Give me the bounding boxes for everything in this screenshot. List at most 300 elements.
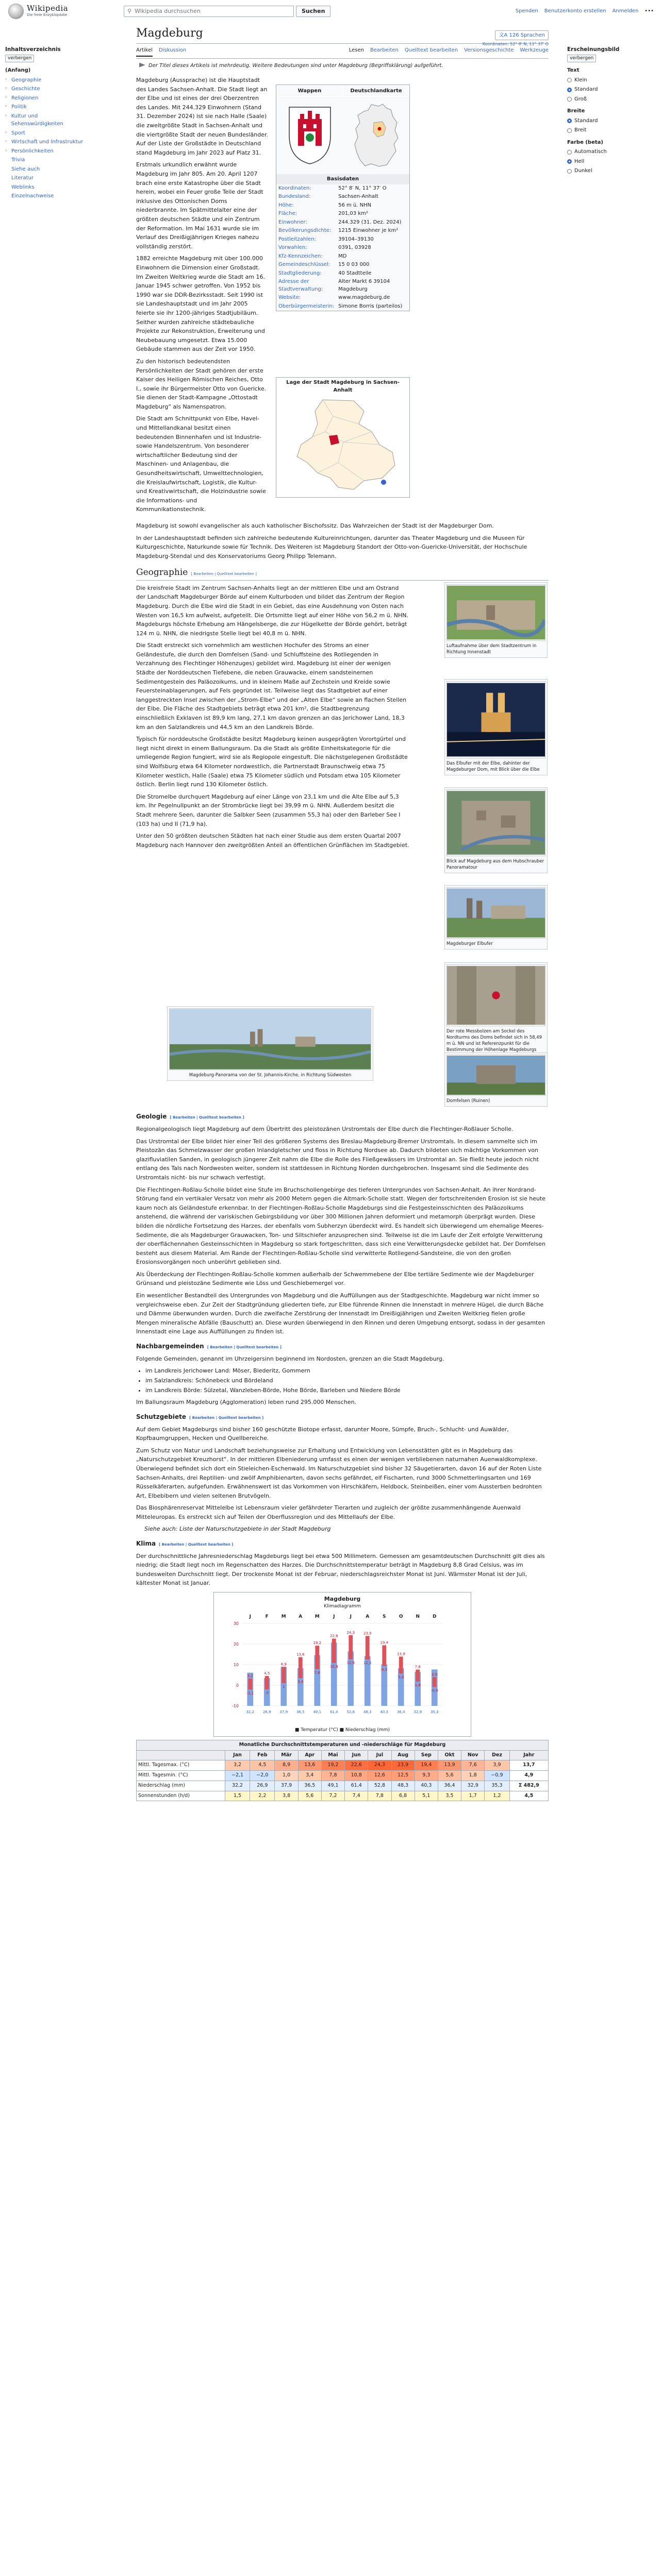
temp-range-bar bbox=[399, 1656, 403, 1673]
temp-max-label: 8,9 bbox=[280, 1662, 287, 1667]
domfelsen-photo bbox=[446, 1055, 545, 1096]
climate-paragraph: Der durchschnittliche Jahresniederschlag Magdeburgs liegt bei etwa 500 Millimetern. Gemessen am gesamtdeutschen Durchschnitt gilt dies als niedrig; die Stadt liegt noch im Regenschatten des Harzes. Die Durchschnittstemperatur beträgt in Magdeburg 8,8 Grad Celsius, was im bundesweiten Durchschnitt liegt. Der trockenste Monat ist der Februar, niederschlagsreichster Monat ist Juni. Wärmster Monat ist der Juli, kältester Monat ist Januar. bbox=[136, 1552, 545, 1587]
search-form bbox=[124, 6, 330, 17]
infobox-value: MD bbox=[338, 253, 347, 259]
table-cell: 49,1 bbox=[321, 1781, 344, 1791]
infobox-label[interactable]: Höhe: bbox=[278, 202, 294, 208]
globe-icon bbox=[8, 4, 24, 19]
precip-bar bbox=[398, 1668, 404, 1706]
month-header: Jul bbox=[368, 1750, 391, 1760]
page-title-bar bbox=[136, 23, 549, 44]
infobox-value: 0391, 03928 bbox=[338, 245, 371, 251]
toc-item[interactable]: › Wirtschaft und Infrastruktur bbox=[5, 138, 88, 147]
table-cell: 1,2 bbox=[485, 1791, 509, 1801]
wikipedia-logo[interactable] bbox=[8, 4, 111, 19]
y-tick-label: 10 bbox=[233, 1663, 239, 1668]
tab-article[interactable]: Artikel bbox=[136, 46, 153, 57]
search-icon: ⚲ bbox=[127, 8, 132, 15]
toc-item[interactable]: Einzelnachweise bbox=[5, 192, 88, 201]
aerial-photo bbox=[446, 584, 545, 641]
section-heading: Geologie [ Bearbeiten | Quelltext bearbeiten ] bbox=[136, 1113, 244, 1121]
spacer[interactable] bbox=[5, 165, 9, 174]
toc-item[interactable]: › Kultur und Sehenswürdigkeiten bbox=[5, 112, 88, 129]
table-cell: 32,2 bbox=[225, 1781, 250, 1791]
thumbnail[interactable] bbox=[444, 582, 548, 658]
toc-item[interactable]: › Politik bbox=[5, 103, 88, 112]
section-heading: Schutzgebiete [ Bearbeiten | Quelltext bearbeiten ] bbox=[136, 1413, 264, 1420]
basic-data-table bbox=[276, 184, 409, 311]
map-zoom-icon[interactable] bbox=[381, 480, 386, 485]
chevron-right-icon[interactable]: › bbox=[5, 86, 7, 91]
table-cell: 12,6 bbox=[368, 1771, 391, 1781]
table-cell: 5,6 bbox=[438, 1771, 461, 1781]
table-cell: 3,2 bbox=[225, 1760, 250, 1771]
crest-caption: Wappen bbox=[276, 85, 343, 97]
y-tick-label: 0 bbox=[236, 1683, 239, 1688]
section-neighbors bbox=[136, 1342, 549, 1407]
edit-section-link[interactable]: [ Bearbeiten | Quelltext bearbeiten ] bbox=[191, 572, 257, 577]
section-protected-areas bbox=[136, 1412, 549, 1534]
y-tick-label: 20 bbox=[233, 1642, 239, 1647]
coat-of-arms-icon bbox=[287, 105, 333, 166]
radio-icon bbox=[567, 78, 572, 82]
saxony-anhalt-map[interactable] bbox=[276, 396, 409, 494]
infobox-row bbox=[276, 218, 409, 227]
thumbnail[interactable] bbox=[444, 885, 548, 950]
toc-item[interactable]: › Religionen bbox=[5, 94, 88, 103]
toc-top-link[interactable]: (Anfang) bbox=[5, 67, 31, 74]
climate-table-title: Monatliche Durchschnittstemperaturen und -niederschläge für Magdeburg bbox=[137, 1740, 549, 1750]
geography-paragraph: Unter den 50 größten deutschen Städten hat nach einer Studie aus dem ersten Quartal 2007 Magdeburg nach Hannover den zweitgrößten Anteil an öffentlichen Grünflächen im Stadtgebiet. bbox=[136, 833, 409, 849]
color-light[interactable]: Hell bbox=[567, 158, 655, 166]
infobox-value: 201,03 km² bbox=[338, 211, 368, 217]
temp-max-label: 19,4 bbox=[380, 1640, 389, 1645]
color-auto[interactable]: Automatisch bbox=[567, 148, 655, 156]
spacer[interactable] bbox=[5, 192, 9, 200]
temp-range-bar bbox=[299, 1657, 303, 1679]
month-header: Jan bbox=[225, 1750, 250, 1760]
search-input[interactable]: ⚲ Wikipedia durchsuchen bbox=[124, 6, 294, 17]
section-climate bbox=[136, 1539, 549, 1801]
month-header: Mär bbox=[275, 1750, 298, 1760]
thumbnail-caption: Der rote Messbolzen am Sockel des Nordturms des Doms befindet sich in 58,49 m ü. NN und ist Referenzpunkt für die Bestimmung der Höhenlage Magdeburgs bbox=[446, 1029, 542, 1053]
state-map-box bbox=[276, 377, 410, 498]
precip-label: 49,1 bbox=[313, 1710, 322, 1715]
color-dark[interactable]: Dunkel bbox=[567, 167, 655, 175]
infobox-label[interactable]: Gemeindeschlüssel: bbox=[278, 262, 330, 268]
x-tick-label: J bbox=[350, 1614, 352, 1620]
geography-paragraph: Die kreisfreie Stadt im Zentrum Sachsen-Anhalts liegt an der mittleren Elbe und am Ostrand der Landschaft Magdeburger Börde auf einem Kulturboden und bildet das Zentrum der Region Magdeburg. Durch die Elbe wird die Stadt in ein Gebiet, das eine Ausdehnung von Osten nach Westen von 16,5 km aufweist, aufgeteilt. Die Ortsmitte liegt auf einer Höhe von 56,2 m ü. NHN. Magdeburgs höchste Erhebung am Hängelsberge, die zur Hügelkette der Börde gehört, beträgt 124 m ü. NHN, die niedrigste Stelle liegt bei 40,8 m ü. NHN. bbox=[136, 584, 408, 637]
temp-range-bar bbox=[416, 1670, 420, 1682]
geography-text bbox=[136, 584, 409, 850]
x-tick-label: M bbox=[315, 1614, 320, 1620]
chevron-right-icon[interactable]: › bbox=[5, 104, 7, 109]
month-header: Dez bbox=[485, 1750, 509, 1760]
precip-label: 52,8 bbox=[346, 1710, 355, 1715]
infobox-label[interactable]: Einwohner: bbox=[278, 219, 307, 225]
germany-locator-map[interactable] bbox=[343, 97, 409, 174]
temp-max-label: 13,9 bbox=[396, 1652, 405, 1656]
table-cell: 1,5 bbox=[225, 1791, 250, 1801]
temp-min-label: -2,1 bbox=[246, 1691, 254, 1696]
toc-item[interactable]: › Geographie bbox=[5, 76, 88, 85]
section-heading: Klima [ Bearbeiten | Quelltext bearbeiten ] bbox=[136, 1540, 234, 1548]
x-tick-label: F bbox=[265, 1614, 269, 1620]
table-cell: 37,9 bbox=[275, 1781, 298, 1791]
temp-range-bar bbox=[315, 1646, 319, 1669]
x-tick-label: N bbox=[416, 1614, 420, 1620]
germany-map-caption: Deutschlandkarte bbox=[343, 85, 409, 97]
table-cell: 36,5 bbox=[298, 1781, 321, 1791]
table-cell: 9,3 bbox=[415, 1771, 438, 1781]
table-cell: 7,8 bbox=[368, 1791, 391, 1801]
width-label: Breite bbox=[567, 108, 585, 114]
table-cell: 13,6 bbox=[298, 1760, 321, 1771]
precip-label: 26,9 bbox=[262, 1710, 271, 1715]
tab-discussion[interactable]: Diskussion bbox=[159, 47, 187, 54]
table-cell: 22,6 bbox=[345, 1760, 368, 1771]
header bbox=[0, 0, 662, 23]
list-item: • im Landkreis Jerichower Land: Möser, Biederitz, Gommern bbox=[145, 1366, 549, 1375]
table-cell: 1,7 bbox=[461, 1791, 485, 1801]
protected-paragraph: Zum Schutz von Natur und Landschaft beziehungsweise zur Erhaltung und Entwicklung von Lebensstätten gibt es in Magdeburg das „Naturschutzgebiet Kreuzhorst“. In der mittleren Elbeniederung umfasst es einen der wenigen verbliebenen naturnahen Auenwaldkomplexe. Überwiegend befindet sich dort ein Stieleichen-Eschenwald. Im Naturschutzgebiet sind bisher 32 Säugetierarten, davon 16 auf der Roten Liste Sachsen-Anhalts, drei Reptilien- und zwölf Amphibienarten, davon sechs gefährdet, elf Fischarten, rund 3000 Schmetterlingsarten und 169 Rüsselkäferarten, aufgefunden. Erwähnenswert ist das Vorkommen von Hirschkäfern, Heldbock, Steinbeißen, einer vom Aussterben bedrohten Art, Elbebibern und vielen seltenen Brutvögeln. bbox=[136, 1447, 542, 1499]
chevron-right-icon[interactable]: › bbox=[5, 76, 7, 81]
tools-menu[interactable]: Werkzeuge bbox=[520, 47, 549, 54]
chart-subtitle: Klimadiagramm bbox=[324, 1604, 361, 1609]
geography-paragraph: Die Stadt erstreckt sich vornehmlich am westlichen Hochufer des Stroms an einer Geländestufe, die durch den Domfelsen (Sand- und Schluffsteine des Rotliegenden in Verzahnung des Flechtinger Höhenzuges) gebildet wird. Magdeburg ist einer der wenigen Städte der Norddeutschen Tiefebene, die neben Grauwacke, einem sandsteinernen Sedimentgestein des Paläozoikums, und in kleinem Maße auf Zechstein und Kreide sowie Feuersteinablagerungen, auf Fels gegründet ist. Teilweise liegt das Stadtgebiet auf einer langgestreckten Insel zwischen der „Strom-Elbe“ und der „Alten Elbe“ sowie an flachen Stellen der Elbe. Die Fläche des Stadtgebiets beträgt etwa 201 km², die Stadtbegrenzung einschließlich Exklaven ist 89,9 km lang, 27,1 km davon grenzen an das Jerichower Land, 18,3 km an den Salzlandkreis und 44,5 km an den Landkreis Börde. bbox=[136, 642, 407, 731]
panorama-photo bbox=[169, 1008, 371, 1070]
table-row bbox=[137, 1791, 549, 1801]
edit-section-link[interactable]: [ Bearbeiten | Quelltext bearbeiten ] bbox=[189, 1415, 264, 1420]
language-button[interactable]: 文A 126 Sprachen bbox=[495, 30, 549, 41]
table-cell: 3,4 bbox=[298, 1771, 321, 1781]
temp-max-label: 3,9 bbox=[432, 1672, 438, 1677]
see-also-link[interactable]: Siehe auch: Liste der Naturschutzgebiete in der Stadt Magdeburg bbox=[144, 1526, 331, 1533]
temp-max-label: 13,6 bbox=[296, 1652, 305, 1657]
chart-legend: ■ Temperatur (°C) ■ Niederschlag (mm) bbox=[294, 1727, 390, 1733]
helicopter-photo bbox=[446, 789, 545, 856]
geology-paragraph: Das Urstromtal der Elbe bildet hier einer Teil des größeren Systems des Breslau-Magdeburg-Bremer Urstromtals. In diesem sammelte sich im Pleistozän das Schmelzwasser der großen Inlandgletscher und floss in Richtung Nordsee ab. Dadurch bildeten sich mächtige Vorkommen von glazifluviatilen Sanden, in geologisch jüngerer Zeit nahm die Elbe die Rolle des Fließgewässers im Urstromtal an. Sie fließt heute jedoch nicht entlang des Tals nach Nordwesten weiter, sondern ist stattdessen in Richtung Norden durchgebrochen. Insgesamt sind die Sedimente des Urstromtals nicht- bis nur schwach verfestigt. bbox=[136, 1138, 539, 1181]
infobox-value: 244.329 (31. Dez. 2024) bbox=[338, 219, 402, 225]
section-geology bbox=[136, 1112, 549, 1336]
temp-max-label: 3,2 bbox=[247, 1674, 253, 1679]
state-map-title: Lage der Stadt Magdeburg in Sachsen-Anhalt bbox=[286, 379, 400, 394]
tab-edit-source[interactable]: Quelltext bearbeiten bbox=[404, 47, 458, 54]
elbe-bank-photo bbox=[446, 887, 545, 939]
chart-title: Magdeburg bbox=[324, 1596, 361, 1603]
temp-min-label: 3,4 bbox=[297, 1680, 304, 1684]
month-header: Aug bbox=[391, 1750, 415, 1760]
toc-item[interactable]: › Sport bbox=[5, 129, 88, 138]
temp-range-bar bbox=[248, 1679, 252, 1689]
width-standard[interactable]: Standard bbox=[567, 117, 655, 125]
precip-label: 32,2 bbox=[246, 1710, 255, 1715]
table-cell: 7,8 bbox=[321, 1771, 344, 1781]
list-item: • im Salzlandkreis: Schönebeck und Bördeland bbox=[145, 1376, 549, 1385]
y-tick-label: 30 bbox=[233, 1621, 239, 1626]
table-cell: 3,5 bbox=[438, 1791, 461, 1801]
temp-min-label: 12,6 bbox=[346, 1660, 355, 1665]
x-tick-label: A bbox=[366, 1614, 370, 1620]
toc-item[interactable]: Siehe auch bbox=[5, 165, 88, 174]
coat-of-arms-image[interactable] bbox=[276, 97, 343, 174]
text-size-label: Text bbox=[567, 67, 580, 74]
month-header: Nov bbox=[461, 1750, 485, 1760]
infobox-value: 39104–39130 bbox=[338, 236, 374, 242]
thumbnail[interactable] bbox=[444, 1053, 548, 1107]
spacer[interactable] bbox=[5, 183, 9, 192]
precip-label: 40,3 bbox=[380, 1710, 389, 1715]
chevron-right-icon[interactable]: › bbox=[5, 112, 7, 117]
y-tick-label: -10 bbox=[231, 1704, 239, 1709]
temp-min-label: 12,5 bbox=[363, 1661, 372, 1666]
appearance-title: Erscheinungsbild bbox=[567, 46, 620, 53]
climate-table bbox=[136, 1740, 549, 1801]
list-item: • im Landkreis Börde: Sülzetal, Wanzleben-Börde, Hohe Börde, Barleben und Niedere Börde bbox=[145, 1386, 549, 1395]
table-cell: 5,1 bbox=[415, 1791, 438, 1801]
year-cell: 4,5 bbox=[509, 1791, 548, 1801]
table-cell: 10,8 bbox=[345, 1771, 368, 1781]
lead-paragraph: Magdeburg (Aussprache) ist die Hauptstadt des Landes Sachsen-Anhalt. Die Stadt liegt an der Elbe und ist eines der drei Oberzentren des Landes. Mit 244.329 Einwohnern (Stand 31. Dezember 2024) ist sie nach Halle (Saale) die zweitgrößte Stadt in Sachsen-Anhalt und die viertgrößte Stadt der neuen Bundesländer. Auf der Liste der Großstädte in Deutschland stand Magdeburg im Jahr 2023 auf Platz 31. bbox=[136, 77, 269, 156]
year-cell: 13,7 bbox=[509, 1760, 548, 1771]
table-cell: −0,9 bbox=[485, 1771, 509, 1781]
thumbnail-caption: Domfelsen (Ruinen) bbox=[446, 1098, 490, 1104]
infobox-label[interactable]: Oberbürgermeisterin: bbox=[278, 303, 335, 309]
more-menu-icon[interactable]: ••• bbox=[644, 8, 654, 14]
toc-item[interactable]: › Persönlichkeiten bbox=[5, 147, 88, 156]
temp-range-bar bbox=[382, 1645, 386, 1666]
year-cell: Σ 482,9 bbox=[509, 1781, 548, 1791]
edit-section-link[interactable]: [ Bearbeiten | Quelltext bearbeiten ] bbox=[207, 1345, 282, 1350]
germany-map-icon bbox=[351, 102, 402, 169]
temp-min-label: 10,8 bbox=[329, 1664, 338, 1669]
table-cell: 7,4 bbox=[345, 1791, 368, 1801]
section-heading: Geographie [ Bearbeiten | Quelltext bearbeiten ] bbox=[136, 566, 549, 580]
chevron-right-icon[interactable]: › bbox=[5, 147, 7, 152]
thumbnail[interactable] bbox=[444, 962, 548, 1055]
x-tick-label: J bbox=[333, 1614, 335, 1620]
geography-paragraph: Die Stromelbe durchquert Magdeburg auf einer Länge von 23,1 km und die Alte Elbe auf 5,3 km. Ihr Pegelnullpunkt an der Strombrücke liegt bei 39,99 m ü. NHN. Außerdem besitzt die Stadt mehrere Seen, darunter die Salbker Seen (zusammen 55,3 ha) oder den Barleber See I (103 ha) und II (71,9 ha). bbox=[136, 793, 401, 827]
radio-checked-icon bbox=[567, 159, 572, 164]
text-size-large[interactable]: Groß bbox=[567, 95, 655, 104]
neighbors-outro: Im Ballungsraum Magdeburg (Agglomeration) leben rund 295.000 Menschen. bbox=[136, 1399, 357, 1406]
table-cell: 19,4 bbox=[415, 1760, 438, 1771]
panorama-thumbnail[interactable] bbox=[167, 1006, 373, 1081]
precip-label: 35,3 bbox=[430, 1710, 439, 1715]
infobox-label[interactable]: Bevölkerungsdichte: bbox=[278, 228, 332, 234]
climate-chart-box bbox=[213, 1592, 471, 1737]
chevron-right-icon[interactable]: › bbox=[5, 94, 7, 99]
table-cell: 13,9 bbox=[438, 1760, 461, 1771]
table-corner bbox=[137, 1750, 225, 1760]
chevron-right-icon[interactable]: › bbox=[5, 139, 7, 144]
temp-min-label: 1 bbox=[283, 1685, 285, 1689]
spacer[interactable] bbox=[5, 174, 9, 182]
precip-label: 32,9 bbox=[413, 1710, 422, 1715]
table-cell: 12,5 bbox=[391, 1771, 415, 1781]
infobox-row bbox=[276, 193, 409, 201]
table-cell: −2,0 bbox=[250, 1771, 275, 1781]
table-cell: 4,5 bbox=[250, 1760, 275, 1771]
x-tick-label: A bbox=[299, 1614, 303, 1620]
tab-history[interactable]: Versionsgeschichte bbox=[464, 47, 514, 54]
page-title: Magdeburg bbox=[136, 27, 203, 40]
table-cell: 32,9 bbox=[461, 1781, 485, 1791]
infobox-label[interactable]: Postleitzahlen: bbox=[278, 236, 316, 242]
table-cell: −2,1 bbox=[225, 1771, 250, 1781]
x-tick-label: M bbox=[281, 1614, 286, 1620]
main-content bbox=[136, 23, 549, 1801]
precip-bar bbox=[347, 1651, 354, 1706]
night-photo bbox=[446, 681, 545, 758]
month-header: Okt bbox=[438, 1750, 461, 1760]
temp-max-label: 24,3 bbox=[346, 1630, 355, 1635]
neighbors-list bbox=[136, 1366, 549, 1395]
edit-section-link[interactable]: [ Bearbeiten | Quelltext bearbeiten ] bbox=[159, 1543, 234, 1547]
edit-section-link[interactable]: [ Bearbeiten | Quelltext bearbeiten ] bbox=[170, 1115, 244, 1120]
thumbnail-caption: Blick auf Magdeburg aus dem Hubschrauber Panoramatour bbox=[446, 859, 544, 871]
protected-paragraph: Das Biosphärenreservat Mittelelbe ist Lebensraum vieler gefährdeter Tierarten und zugleich der größte zusammenhängende Auenwald Mitteleuropas. Es erstreckt sich auf Teilen der Oberflussregion und des Mittellaufs der Elbe. bbox=[136, 1504, 521, 1520]
x-tick-label: S bbox=[383, 1614, 386, 1620]
table-row bbox=[137, 1760, 549, 1771]
infobox-row bbox=[276, 184, 409, 193]
table-cell: 23,9 bbox=[391, 1760, 415, 1771]
row-label: Sonnenstunden (h/d) bbox=[137, 1791, 225, 1801]
temp-max-label: 22,6 bbox=[329, 1634, 338, 1638]
appearance-hide-button[interactable]: verbergen bbox=[567, 55, 596, 63]
precip-label: 48,3 bbox=[363, 1710, 372, 1715]
tab-read[interactable]: Lesen bbox=[349, 47, 364, 54]
infobox-value: 1215 Einwohner je km² bbox=[338, 228, 399, 234]
x-tick-label: J bbox=[249, 1614, 251, 1620]
spacer[interactable] bbox=[5, 156, 9, 164]
table-cell: 8,9 bbox=[275, 1760, 298, 1771]
table-cell: 24,3 bbox=[368, 1760, 391, 1771]
table-cell: 48,3 bbox=[391, 1781, 415, 1791]
toc-item[interactable]: › Geschichte bbox=[5, 84, 88, 94]
table-cell: 35,3 bbox=[485, 1781, 509, 1791]
donate-link[interactable]: Spenden bbox=[515, 8, 538, 14]
coordinates-header[interactable]: Koordinaten: 52° 8′ N, 11° 37′ O bbox=[482, 42, 549, 46]
cathedral-bolt-photo bbox=[446, 964, 545, 1026]
month-header: Sep bbox=[415, 1750, 438, 1760]
radio-checked-icon bbox=[567, 88, 572, 92]
wordmark: Wikipedia bbox=[27, 4, 69, 13]
infobox-label[interactable]: Bundesland: bbox=[278, 194, 311, 200]
row-label: Mittl. Tagesmax. (°C) bbox=[137, 1760, 225, 1771]
table-cell: 7,6 bbox=[461, 1760, 485, 1771]
infobox-row bbox=[276, 269, 409, 278]
infobox-label[interactable]: Fläche: bbox=[278, 211, 297, 217]
create-account-link[interactable]: Benutzerkonto erstellen bbox=[544, 8, 606, 14]
temp-min-label: 1,8 bbox=[415, 1683, 421, 1687]
basic-data-heading: Basisdaten bbox=[276, 174, 409, 184]
temp-min-label: 9,3 bbox=[381, 1667, 387, 1672]
infobox-value: Sachsen-Anhalt bbox=[338, 194, 378, 200]
thumbnail[interactable] bbox=[444, 679, 548, 775]
toc-hide-button[interactable]: verbergen bbox=[5, 55, 34, 63]
table-row bbox=[137, 1781, 549, 1791]
infobox-value: 40 Stadtteile bbox=[338, 270, 372, 276]
temp-range-bar bbox=[433, 1677, 437, 1687]
precip-label: 61,4 bbox=[329, 1710, 338, 1715]
infobox-value: www.magdeburg.de bbox=[338, 295, 390, 301]
width-wide[interactable]: Breit bbox=[567, 126, 655, 134]
precip-label: 37,9 bbox=[279, 1710, 288, 1715]
temp-max-label: 4,5 bbox=[264, 1671, 270, 1676]
infobox-label[interactable]: Stadtgliederung: bbox=[278, 270, 322, 276]
toc-item[interactable]: Literatur bbox=[5, 174, 88, 183]
infobox-value: Alter Markt 6 39104 Magdeburg bbox=[338, 279, 390, 292]
temp-range-bar bbox=[265, 1676, 269, 1689]
protected-paragraph: Auf dem Gebiet Magdeburgs sind bisher 160 geschützte Biotope erfasst, darunter Moore, Sümpfe, Bruch-, Schlucht- und Auwälder, Kopfbaumgruppen, Hecken und Quellbereiche. bbox=[136, 1426, 509, 1442]
infobox-row bbox=[276, 261, 409, 269]
temp-max-label: 7,6 bbox=[415, 1665, 421, 1669]
temp-range-bar bbox=[349, 1635, 353, 1659]
section-heading: Nachbargemeinden [ Bearbeiten | Quelltext bearbeiten ] bbox=[136, 1343, 282, 1350]
infobox-row bbox=[276, 244, 409, 252]
year-header: Jahr bbox=[509, 1750, 548, 1760]
lead-paragraph: Die Stadt am Schnittpunkt von Elbe, Havel- und Mittellandkanal besitzt einen bedeutenden Binnenhafen und ist Industrie- sowie Handelszentrum. Von besonderer wirtschaftlicher Bedeutung sind der Maschinen- und Anlagenbau, die Gesundheitswirtschaft, Umwelttechnologien, die Kreislaufwirtschaft, Logistik, die Kultur- und Kreativwirtschaft, die Holzindustrie sowie die Informations- und Kommunikationstechnik. bbox=[136, 415, 266, 513]
table-cell: 2,2 bbox=[250, 1791, 275, 1801]
x-tick-label: O bbox=[399, 1614, 403, 1620]
toc-item[interactable]: Weblinks bbox=[5, 183, 88, 192]
tagline: Die freie Enzyklopädie bbox=[27, 13, 68, 18]
table-row bbox=[137, 1771, 549, 1781]
thumbnail-caption: Das Elbufer mit der Elbe, dahinter der Magdeburger Dom, mit Blick über die Elbe bbox=[446, 761, 540, 773]
infobox-label[interactable]: Kfz-Kennzeichen: bbox=[278, 253, 323, 259]
temp-max-label: 23,9 bbox=[363, 1631, 372, 1636]
temp-min-label: 5,6 bbox=[398, 1675, 404, 1680]
infobox-row bbox=[276, 278, 409, 294]
neighbors-intro: Folgende Gemeinden, genannt im Uhrzeigersinn beginnend im Nordosten, grenzen an die Stadt Magdeburg. bbox=[136, 1355, 444, 1362]
year-cell: 4,9 bbox=[509, 1771, 548, 1781]
chevron-right-icon[interactable]: › bbox=[5, 129, 7, 134]
geography-paragraph: Typisch für norddeutsche Großstädte besitzt Magdeburg keinen ausgeprägten Vorortgürtel und liegt nicht direkt in einem Ballungsraum. Da die Stadt als größte Einheitskategorie für die umliegende Region fungiert, wird sie als Regiopole eingestuft. Die nächstgelegenen Großstädte sind Wolfsburg etwa 64 Kilometer nordwestlich, die Partnerstadt Braunschweig etwa 75 Kilometer westlich, Halle (Saale) etwa 75 Kilometer südlich und Potsdam etwa 105 Kilometer östlich. Berlin liegt rund 130 Kilometer östlich. bbox=[136, 736, 408, 788]
month-header: Mai bbox=[321, 1750, 344, 1760]
infobox-row bbox=[276, 227, 409, 235]
climate-chart bbox=[216, 1611, 469, 1724]
table-cell: 26,9 bbox=[250, 1781, 275, 1791]
table-cell: 52,8 bbox=[368, 1781, 391, 1791]
toc-item[interactable]: Trivia bbox=[5, 156, 88, 165]
text-size-small[interactable]: Klein bbox=[567, 76, 655, 84]
infobox-label[interactable]: Vorwahlen: bbox=[278, 245, 307, 251]
table-cell: 6,8 bbox=[391, 1791, 415, 1801]
login-link[interactable]: Anmelden bbox=[612, 8, 639, 14]
text-size-standard[interactable]: Standard bbox=[567, 86, 655, 94]
thumbnail-caption: Magdeburg-Panorama von der St. Johannis-Kirche, in Richtung Südwesten bbox=[189, 1073, 352, 1078]
infobox-label[interactable]: Adresse der Stadtverwaltung: bbox=[278, 279, 323, 292]
disambiguation-hatnote: Der Titel dieses Artikels ist mehrdeutig. Weitere Bedeutungen sind unter Magdeburg (Begriffsklärung) aufgeführt. bbox=[136, 59, 549, 73]
tab-edit[interactable]: Bearbeiten bbox=[370, 47, 399, 54]
table-cell: 5,6 bbox=[298, 1791, 321, 1801]
temp-max-label: 19,2 bbox=[313, 1641, 322, 1646]
infobox bbox=[276, 84, 410, 312]
search-button[interactable]: Suchen bbox=[296, 6, 330, 17]
geology-paragraph: Regionalgeologisch liegt Magdeburg auf dem Übertritt des pleistozänen Urstromtals der Elbe durch die Flechtinger-Roßlauer Scholle. bbox=[136, 1125, 514, 1132]
geology-paragraph: Die Flechtingen-Roßlau-Scholle bildet eine Stufe im Bruchschollengebirge des tieferen Untergrundes von Sachsen-Anhalt. An ihrer Nordrand-Störung fand ein vertikaler Versatz von mehr als 2000 Metern gegen die Altmark-Scholle statt. Wegen der fortschreitenden Erosion ist sie heute kaum noch als Geländestufe erkennbar. In der Flechtingen-Roßlau-Scholle Magdeburgs sind die Festgesteinsschichten des Paläozoikums anstehend, die während der variskischen Gebirgsbildung vor über 300 Millionen Jahren deformiert und metamorph überprägt wurden. Diese bilden die nördliche Fortsetzung des Harzes, der ebenfalls vom Subherzyn überdeckt wird. Es handelt sich überwiegend um ehemalige Meeres-Sedimente, die als Magdeburger Grauwacken, Ton- und Siltschiefer anzusprechen sind. Teilweise ist die im Laufe der Zeit erfolgte Verwitterung der oberflächennahen Gesteinsschichten in Magdeburg so stark fortgeschritten, dass sich eine Verwitterungsdecke gebildet hat. Der Domfelsen besteht aus diesem Material. Am Rande der Flechtingen-Roßlau-Scholle sind verwitterte Rotliegend-Sandsteine, die von den großen Erosionsvorgängen noch unberührt geblieben sind. bbox=[136, 1186, 546, 1266]
thumbnail[interactable] bbox=[444, 787, 548, 873]
infobox-row bbox=[276, 201, 409, 210]
table-of-contents bbox=[5, 45, 88, 201]
month-header: Feb bbox=[250, 1750, 275, 1760]
precip-label: 36,5 bbox=[296, 1710, 305, 1715]
infobox-label[interactable]: Koordinaten: bbox=[278, 185, 311, 191]
row-label: Niederschlag (mm) bbox=[137, 1781, 225, 1791]
infobox-label[interactable]: Website: bbox=[278, 295, 301, 301]
radio-checked-icon bbox=[567, 118, 572, 123]
